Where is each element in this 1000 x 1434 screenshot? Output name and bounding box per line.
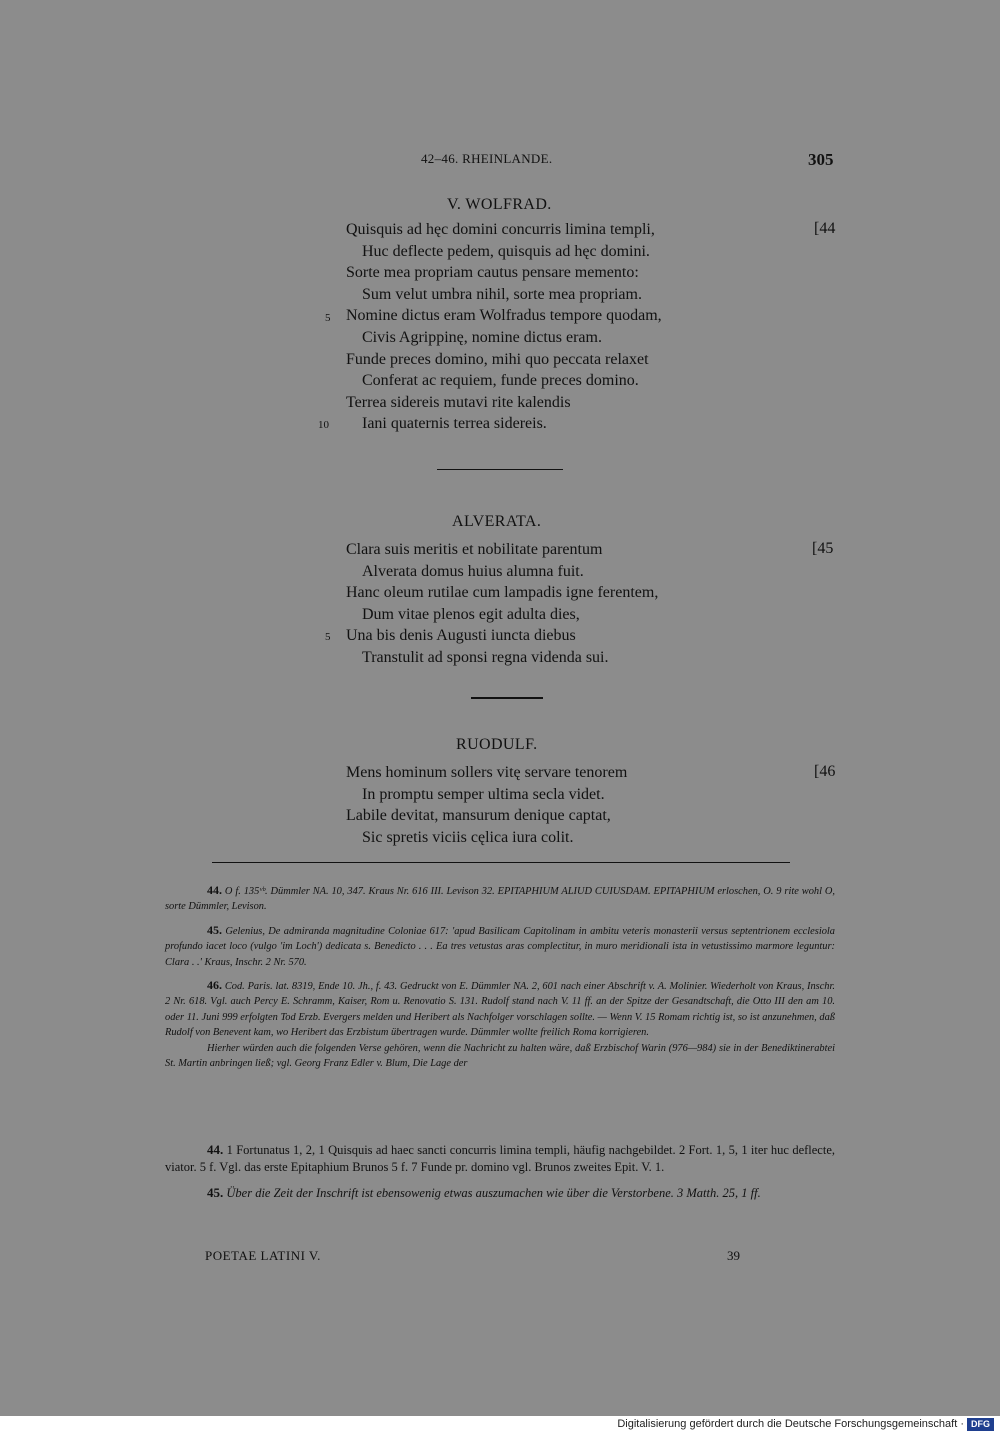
poem-ref-45: [45: [812, 540, 834, 557]
verse-line: Civis Agrippinę, nomine dictus eram.: [362, 328, 602, 346]
poem-ruodulf: [346, 762, 627, 848]
note-45: 45. Gelenius, De admiranda magnitudine Coloniae 617: 'apud Basilicam Capitolinam in ambitu veteris monasterii versus septentrionem ecclesiola profundo iacet loco (vulgo 'im Loch') dedicata s. Benedicto . . . Ea tres vetustas aras complectitur, in muro meridionali ista in vetustissimo marmore leguntur: Clara . .' Kraus, Inschr. 2 Nr. 570.: [165, 922, 835, 968]
verse-line: Huc deflecte pedem, quisquis ad hęc domini.: [362, 242, 650, 260]
note-44: 44. O f. 135ᵛᵇ. Dümmler NA. 10, 347. Kraus Nr. 616 III. Levison 32. EPITAPHIUM ALIUD CUIUSDAM. EPITAPHIUM erloschen, O. 9 rite wohl O, sorte Dümmler, Levison.: [165, 883, 835, 913]
verse-line: Sic spretis viciis cęlica iura colit.: [362, 828, 574, 846]
verse-line: Iani quaternis terrea sidereis.: [362, 415, 547, 433]
apparatus-divider: [212, 862, 790, 863]
poem-ref-44: [44: [814, 220, 836, 237]
poem-ref-46: [46: [814, 763, 836, 780]
note-46-continued: Hierher würden auch die folgenden Verse gehören, wenn die Nachricht zu halten wäre, daß Erzbischof Warin (976—984) sie in der Benediktinerabtei St. Martin anbringen ließ; vgl. Georg Franz Edler v. Blum, Die Lage der: [165, 1042, 835, 1070]
poem-title-wolfrad: V. WOLFRAD.: [447, 196, 552, 213]
dfg-credit-bar: [0, 1416, 1000, 1434]
verse-line: Hanc oleum rutilae cum lampadis igne ferentem,: [346, 584, 659, 602]
verse-line: Clara suis meritis et nobilitate parentum: [346, 541, 603, 558]
source-note-44: 44. 1 Fortunatus 1, 2, 1 Quisquis ad haec sancti concurris limina templi, häufig nachgebildet. 2 Fort. 1, 5, 1 iter huc deflecte, viator. 5 f. Vgl. das erste Epitaphium Brunos 5 f. 7 Funde pr. domino vgl. Brunos zweites Epit. V. 1.: [165, 1142, 835, 1174]
verse-line: Conferat ac requiem, funde preces domino.: [362, 372, 639, 390]
poem-title-alverata: ALVERATA.: [452, 513, 542, 530]
verse-line: Funde preces domino, mihi quo peccata relaxet: [346, 350, 649, 368]
line-number: 5: [325, 312, 331, 324]
verse-line: Una bis denis Augusti iuncta diebus: [346, 627, 576, 645]
verse-line: Terrea sidereis mutavi rite kalendis: [346, 393, 571, 411]
section-divider: [471, 697, 543, 699]
verse-line: Mens hominum sollers vitę servare tenorem: [346, 764, 628, 781]
page-number: 305: [808, 150, 834, 169]
line-number: 5: [325, 631, 331, 643]
series-title: POETAE LATINI V.: [205, 1248, 321, 1263]
verse-line: In promptu semper ultima secla videt.: [362, 785, 605, 803]
poem-wolfrad: [346, 219, 662, 435]
verse-line: Alverata domus huius alumna fuit.: [362, 562, 584, 580]
verse-line: Labile devitat, mansurum denique captat,: [346, 807, 611, 825]
dfg-logo-icon[interactable]: DFG: [967, 1418, 994, 1431]
running-title: 42–46. RHEINLANDE.: [421, 151, 553, 166]
note-46: 46. Cod. Paris. lat. 8319, Ende 10. Jh., f. 43. Gedruckt von E. Dümmler NA. 2, 601 nach einer Abschrift v. A. Molinier. Wiederholt von Kraus, Inschr. 2 Nr. 618. Vgl. auch Percy E. Schramm, Kaiser, Rom u. Renovatio S. 131. Rudolf stand nach V. 11 ff. an der Spitze der Gesandtschaft, die Otto III den am 10. oder 11. Juni 999 erfolgten Tod Erzb. Evergers melden und Heribert als Nachfolger vorschlagen sollte. — Wenn V. 15 Romam richtig ist, so ist anzunehmen, daß Rudolf von Benevent kam, wo Heribert das Erzbistum übertragen wurde. Dümmler wollte freilich Roma korrigieren.: [165, 978, 835, 1039]
source-notes: [165, 1141, 835, 1202]
signature-mark: 39: [727, 1248, 740, 1263]
verse-line: Sorte mea propriam cautus pensare memento:: [346, 264, 639, 282]
dfg-credit-text[interactable]: Digitalisierung gefördert durch die Deutsche Forschungsgemeinschaft ·: [617, 1418, 964, 1430]
critical-apparatus: [165, 883, 835, 1071]
verse-line: Quisquis ad hęc domini concurris limina templi,: [346, 221, 655, 238]
verse-line: Dum vitae plenos egit adulta dies,: [362, 605, 580, 623]
section-divider: [437, 469, 563, 470]
verse-line: Transtulit ad sponsi regna videnda sui.: [362, 648, 609, 666]
line-number: 10: [318, 419, 329, 431]
source-note-45: 45. Über die Zeit der Inschrift ist ebensowenig etwas auszumachen wie über die Verstorbene. 3 Matth. 25, 1 ff.: [207, 1185, 761, 1200]
verse-line: Sum velut umbra nihil, sorte mea propriam.: [362, 285, 642, 303]
poem-title-ruodulf: RUODULF.: [456, 736, 538, 753]
verse-line: Nomine dictus eram Wolfradus tempore quodam,: [346, 307, 662, 325]
poem-alverata: [346, 539, 658, 669]
